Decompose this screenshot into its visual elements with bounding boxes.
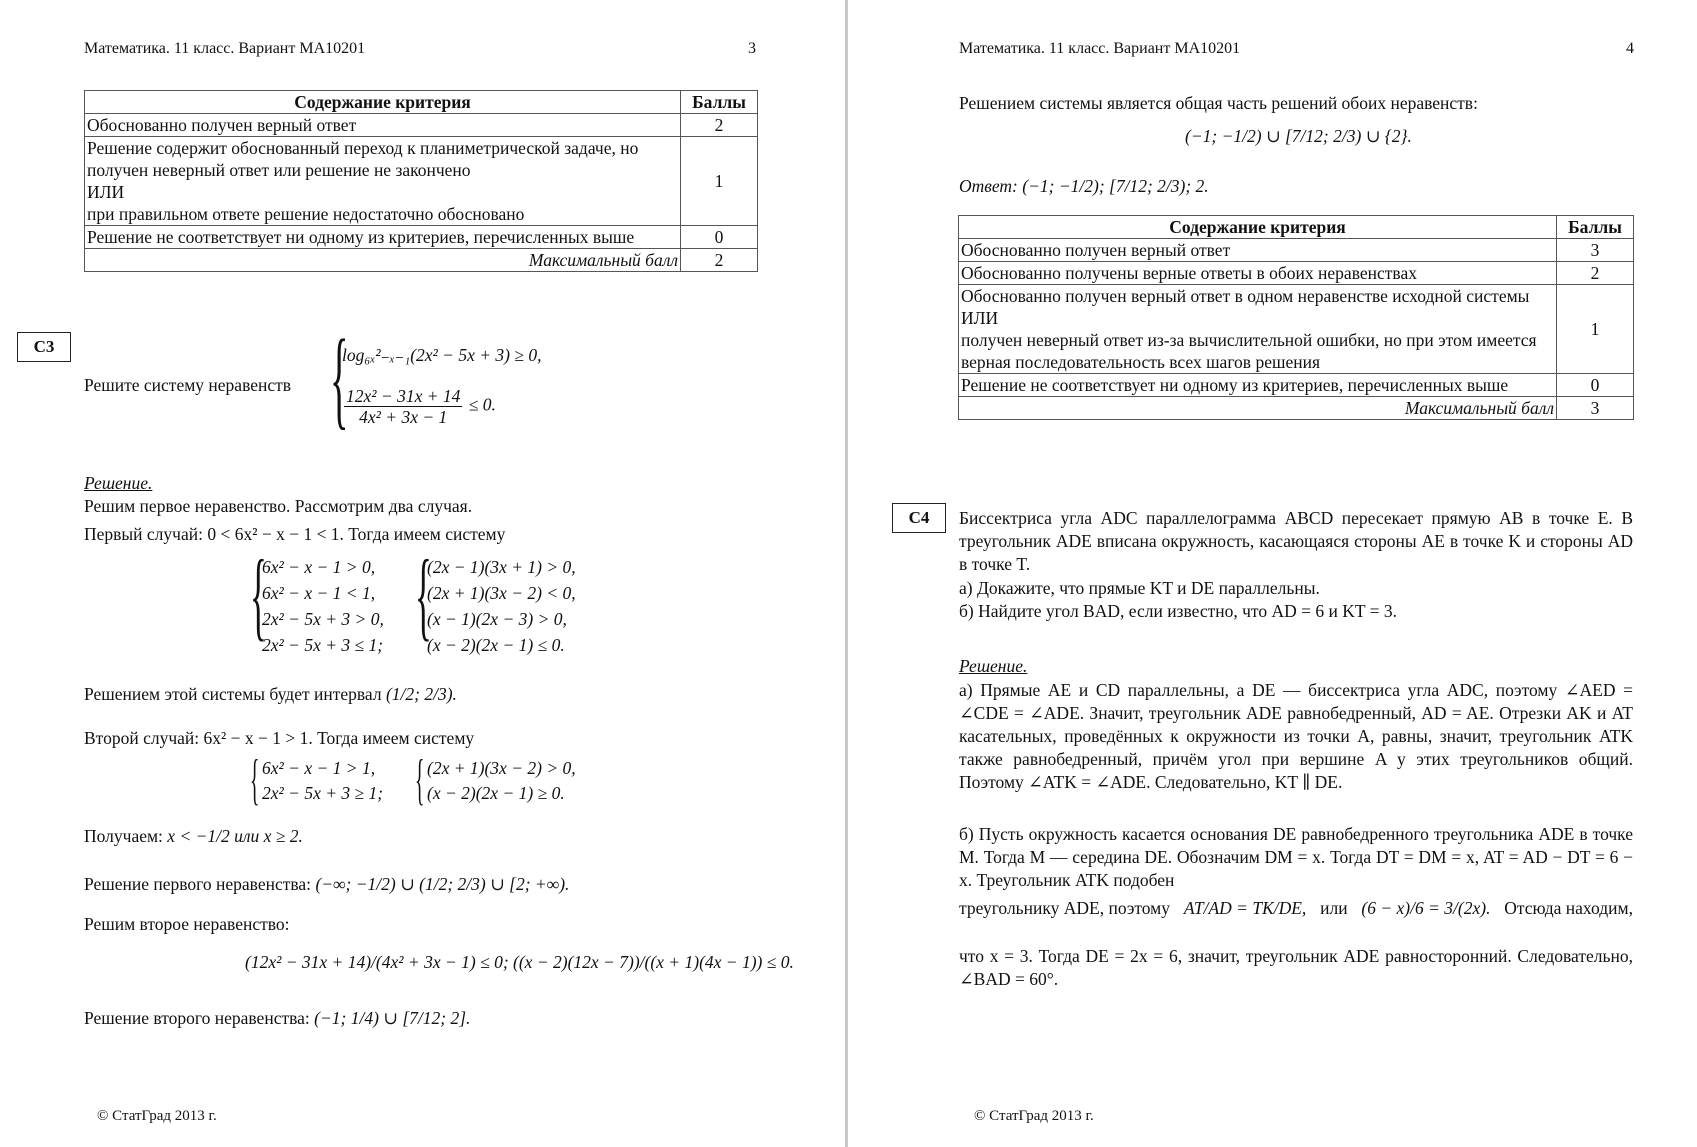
solution-part-b: б) Пусть окружность касается основания DE равнобедренного треугольника ADE в точке M. Тогда M — середина DE. Обозначим DM = x. Тогда DT = DM = x, AT = AD − DT = 6 − x. Треугольник ATK подобен bbox=[959, 824, 1633, 890]
solution-part-b-line: треугольнику ADE, поэтому AT/AD = TK/DE, или (6 − x)/6 = 3/(2x). Отсюда находим, bbox=[959, 898, 1633, 918]
table-row-max: Максимальный балл 3 bbox=[959, 397, 1634, 420]
solution-part-a: а) Прямые AE и CD параллельны, а DE — биссектриса угла ADC, поэтому ∠AED = ∠CDE = ∠ADE. Значит, треугольник ADE равнобедренный, AD = AE. Отрезки AK и AT касательных, проведённых к окружности из точки A, равны, значит, треугольник ATK также равнобедренный, причём угол при вершине A у этих треугольников общий. Поэтому ∠ATK = ∠ADE. Следовательно, KT ∥ DE. bbox=[959, 680, 1633, 792]
table-header: Содержание критерия bbox=[85, 91, 681, 114]
page-footer: © СтатГрад 2013 г. bbox=[974, 1108, 1094, 1124]
table-row: Решение не соответствует ни одному из критериев, перечисленных выше 0 bbox=[959, 374, 1634, 397]
page-footer: © СтатГрад 2013 г. bbox=[97, 1108, 217, 1124]
case2-left: 6x² − x − 1 > 1, 2x² − 5x + 3 ≥ 1; bbox=[262, 758, 384, 803]
solution-line: Решение первого неравенства: (−∞; −1/2) ∪ (1/2; 2/3) ∪ [2; +∞). bbox=[84, 874, 570, 894]
table-row: Решение содержит обоснованный переход к планиметрической задаче, но получен неверный ответ или решение не закончено ИЛИ при правильном ответе решение недостаточно обосновано 1 bbox=[85, 137, 758, 226]
page-number: 4 bbox=[1626, 40, 1634, 57]
page-number: 3 bbox=[748, 40, 756, 57]
solution-line: Решение второго неравенства: (−1; 1/4) ∪ [7/12; 2]. bbox=[84, 1008, 471, 1028]
task-text: Биссектриса угла ADC параллелограмма ABCD пересекает прямую AB в точке E. В треугольник ADE вписана окружность, касающаяся стороны AE в точке K и стороны AD в точке T. bbox=[959, 508, 1633, 574]
task-part-a: а) Докажите, что прямые KT и DE параллельны. bbox=[959, 578, 1320, 598]
answer-line: Ответ: (−1; −1/2); [7/12; 2/3); 2. bbox=[959, 176, 1209, 196]
task-label: С4 bbox=[892, 503, 946, 533]
page-3: Математика. 11 класс. Вариант МА10201 3 Содержание критерия Баллы Обоснованно получен верный ответ 2 Решение содержит обоснованный переход к планиметрической задаче, но получен неверный ответ или решение не закончено ИЛИ при правильном ответе решение недостаточно обосновано 1 Решение не соответствует ни одному из критериев, перечисленных выше 0 Максимальный балл 2 С3 Решите систему неравенств { log₆ₓ²₋ₓ₋₁(2x² − 5x + 3) ≥ 0, $\frac{\text{12x² − 31x + 14}}{\text{4x² + 3x − 1}}$ ≤ 0. Решение. Решим первое неравенство. Рассмотрим два случая. Первый случай: 0 < 6x² − x − 1 < 1. Тогда имеем систему { 6x² − x − 1 > 0, 6x² − x − 1 < 1, 2x² − 5x + 3 > 0, 2x² − 5x + 3 ≤ 1; { (2x − 1)(3x + 1) > 0, (2x + 1)(3x − 2) < 0, (x − 1)(2x − 3) > 0, (x − 2)(2x − 1) ≤ 0. Решением этой системы будет интервал (1/2; 2/3). Второй случай: 6x² − x − 1 > 1. Тогда имеем систему { 6x² − x − 1 > 1, 2x² − 5x + 3 ≥ 1; { (2x + 1)(3x − 2) > 0, (x − 2)(2x − 1) ≥ 0. Получаем: x < −1/2 или x ≥ 2. Решение первого неравенства: (−∞; −1/2) ∪ (1/2; 2/3) ∪ [2; +∞). Решим второе неравенство: (12x² − 31x + 14)/(4x² + 3x − 1) ≤ 0; ((x − 2)(12x − 7))/((x + 1)(4x − 1)) ≤ 0. Решение второго неравенства: (−1; 1/4) ∪ [7/12; 2]. © СтатГрад 2013 г. bbox=[0, 0, 845, 1147]
system-line-2: $\frac{\text{12x² − 31x + 14}}{\text{4x² + 3x − 1}}$ ≤ 0. bbox=[346, 386, 496, 427]
solution-line: Второй случай: 6x² − x − 1 > 1. Тогда имеем систему bbox=[84, 728, 475, 748]
solution-formula: (12x² − 31x + 14)/(4x² + 3x − 1) ≤ 0; ((x − 2)(12x − 7))/((x + 1)(4x − 1)) ≤ 0. bbox=[245, 952, 794, 972]
case1-right: (2x − 1)(3x + 1) > 0, (2x + 1)(3x − 2) < 0, (x − 1)(2x − 3) > 0, (x − 2)(2x − 1) ≤ 0. bbox=[427, 557, 576, 655]
solution-line: Решением этой системы будет интервал (1/2; 2/3). bbox=[84, 684, 457, 704]
page-4 bbox=[848, 0, 1697, 1147]
table-row: Решение не соответствует ни одному из критериев, перечисленных выше 0 bbox=[85, 226, 758, 249]
table-row: Обоснованно получен верный ответ 3 bbox=[959, 239, 1634, 262]
page-header: Математика. 11 класс. Вариант МА10201 bbox=[959, 40, 1241, 57]
table-row: Обоснованно получены верные ответы в обоих неравенствах 2 bbox=[959, 262, 1634, 285]
solution-line: Решим второе неравенство: bbox=[84, 914, 290, 934]
table-row-max: Максимальный балл 2 bbox=[85, 249, 758, 272]
task-label: С3 bbox=[17, 332, 71, 362]
criteria-table bbox=[958, 215, 1634, 420]
task-text: Решите систему неравенств bbox=[84, 375, 292, 395]
table-row: Обоснованно получен верный ответ 2 bbox=[85, 114, 758, 137]
table-row: Обоснованно получен верный ответ в одном неравенстве исходной системы ИЛИ получен неверный ответ из-за вычислительной ошибки, но при этом имеется верная последовательность всех шагов решения 1 bbox=[959, 285, 1634, 374]
text-line: Решением системы является общая часть решений обоих неравенств: bbox=[959, 93, 1478, 113]
solution-line: Решим первое неравенство. Рассмотрим два случая. bbox=[84, 496, 473, 516]
case1-left: 6x² − x − 1 > 0, 6x² − x − 1 < 1, 2x² − 5x + 3 > 0, 2x² − 5x + 3 ≤ 1; bbox=[262, 557, 384, 655]
solution-label: Решение. bbox=[84, 473, 153, 493]
text-formula: (−1; −1/2) ∪ [7/12; 2/3) ∪ {2}. bbox=[1185, 126, 1412, 146]
table-header: Баллы bbox=[681, 91, 758, 114]
criteria-table bbox=[84, 90, 758, 272]
table-header: Содержание критерия bbox=[959, 216, 1557, 239]
solution-part-b-end: что x = 3. Тогда DE = 2x = 6, значит, треугольник ADE равносторонний. Следовательно, ∠BAD = 60°. bbox=[959, 946, 1633, 989]
solution-line: Первый случай: 0 < 6x² − x − 1 < 1. Тогда имеем систему bbox=[84, 524, 506, 544]
case2-right: (2x + 1)(3x − 2) > 0, (x − 2)(2x − 1) ≥ 0. bbox=[427, 758, 576, 803]
page-header: Математика. 11 класс. Вариант МА10201 bbox=[84, 40, 366, 57]
solution-label: Решение. bbox=[959, 656, 1028, 676]
system-line-1: log₆ₓ²₋ₓ₋₁(2x² − 5x + 3) ≥ 0, bbox=[342, 345, 542, 365]
solution-line: Получаем: x < −1/2 или x ≥ 2. bbox=[84, 826, 303, 846]
task-part-b: б) Найдите угол BAD, если известно, что AD = 6 и KT = 3. bbox=[959, 601, 1397, 621]
table-header: Баллы bbox=[1557, 216, 1634, 239]
